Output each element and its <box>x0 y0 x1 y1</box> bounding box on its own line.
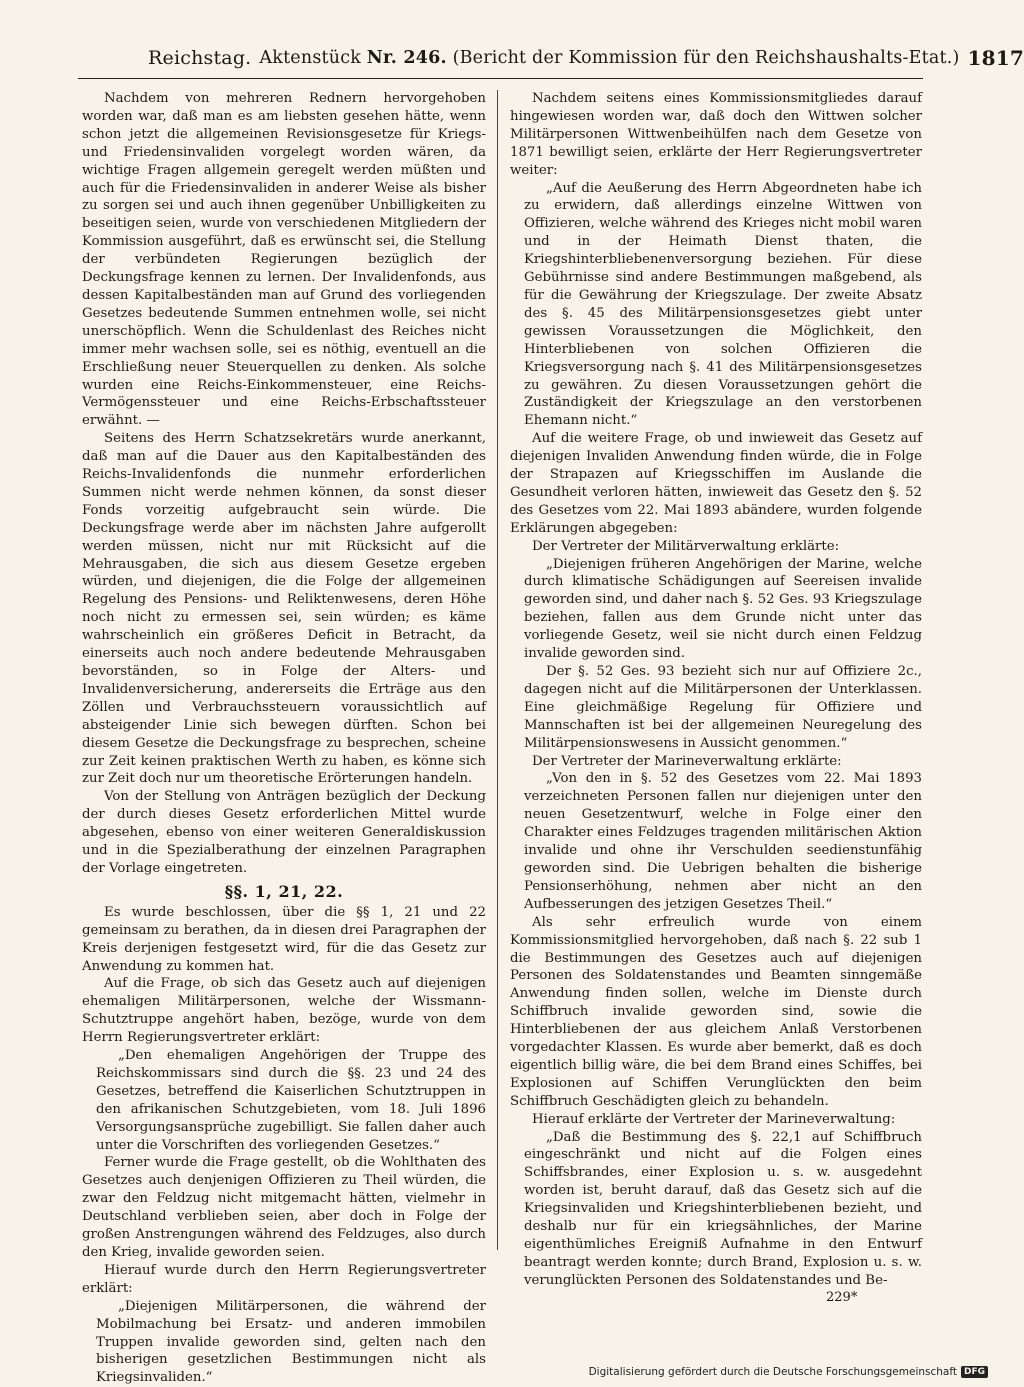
paragraph: Auf die Frage, ob sich das Gesetz auch auf diejenigen ehemaligen Militärpersonen, welche der Wissmann-Schutztruppe angehört haben, bezöge, wurde von dem Herrn Regierungsvertreter erklärt: <box>82 976 486 1046</box>
paragraph: Nachdem seitens eines Kommissionsmitgliedes darauf hingewiesen worden war, daß doch den Wittwen solcher Militärpersonen Wittwenbeihülfen nach dem Gesetze von 1871 bewilligt seien, erklärte der Herr Regierungsvertreter weiter: <box>510 91 922 178</box>
footer <box>589 1366 988 1378</box>
page-number: 1817 <box>967 46 1024 70</box>
paragraph: Hierauf wurde durch den Herrn Regierungsvertreter erklärt: <box>82 1262 486 1296</box>
page-header <box>78 38 1024 79</box>
header-mid-rest: (Bericht der Kommission für den Reichshaushalts-Etat.) <box>452 48 960 68</box>
paragraph: Von der Stellung von Anträgen bezüglich der Deckung der durch dieses Gesetz erforderlichen Mittel wurde abgesehen, ebenso von einer weiteren Generaldiskussion und in die Spezialberathung der einzelnen Paragraphen der Vorlage eingetreten. <box>82 789 486 876</box>
header-left: Reichstag. <box>148 47 252 69</box>
quotation: „Auf die Aeußerung des Herrn Abgeordneten habe ich zu erwidern, daß allerdings einzelne Wittwen von Offizieren, welche während des Krieges nicht mobil waren und in der Heimath Dienst thaten, die Kriegshinterbliebenenversorgung beziehen. Für diese Gebührnisse sind andere Bestimmungen maßgebend, als für die Gewährung der Kriegszulage. Der zweite Absatz des §. 45 des Militärpensionsgesetzes giebt unter gewissen Voraussetzungen die Möglichkeit, den Hinterbliebenen von solchen Offizieren die Kriegsversorgung nach §. 41 des Militärpensionsgesetzes zu gewähren. Zu diesen Voraussetzungen gehört die Zuständigkeit der Kriegszulage an den verstorbenen Ehemann nicht.“ <box>524 180 922 429</box>
dfg-logo-icon: DFG <box>961 1366 988 1378</box>
paragraph: Seitens des Herrn Schatzsekretärs wurde anerkannt, daß man auf die Dauer aus den Kapitalbeständen des Reichs-Invalidenfonds die nunmehr erforderlichen Summen nicht werde nehmen können, da sonst dieser Fonds vorzeitig aufgebraucht sein würde. Die Deckungsfrage werde aber im nächsten Jahre aufgerollt werden müssen, nicht nur mit Rücksicht auf die Mehrausgaben, die sich aus diesem Gesetze ergeben würden, und diejenigen, die die Folge der allgemeinen Regelung des Pensions- und Reliktenwesens, deren Höhe noch nicht zu ermessen sei, sein würden; es käme wahrscheinlich ein größeres Deficit in Betracht, da einerseits auch noch andere bedeutende Mehrausgaben bevorständen, so in Folge der Alters- und Invalidenversicherung, andererseits die Erträge aus den Zöllen und Verbrauchssteuern voraussichtlich auf absteigender Linie sich bewegen dürften. Schon bei diesem Gesetze die Deckungsfrage zu besprechen, scheine zur Zeit keinen praktischen Werth zu haben, es könne sich zur Zeit doch nur um theoretische Erörterungen handeln. <box>82 431 486 787</box>
paragraph: Der Vertreter der Militärverwaltung erklärte: <box>532 538 840 554</box>
header-mid-number: Nr. 246. <box>366 48 447 68</box>
paragraph: Ferner wurde die Frage gestellt, ob die Wohlthaten des Gesetzes auch denjenigen Offizieren zu Theil würden, die zwar den Feldzug nicht mitgemacht hätten, vielmehr in Deutschland verblieben seien, aber doch in Folge der großen Anstrengungen während des Feldzuges, also durch den Krieg, invalide geworden seien. <box>82 1155 486 1260</box>
paragraph: Auf die weitere Frage, ob und inwieweit das Gesetz auf diejenigen Invaliden Anwendung finden würde, die in Folge der Strapazen auf Kriegsschiffen im Auslande die Gesundheit verloren hätten, inwieweit das Gesetz den §. 52 des Gesetzes vom 22. Mai 1893 abändere, wurden folgende Erklärungen abgegeben: <box>510 431 922 536</box>
paragraph: Hierauf erklärte der Vertreter der Marineverwaltung: <box>532 1111 896 1127</box>
paragraph: Der Vertreter der Marineverwaltung erklärte: <box>532 753 842 769</box>
quotation: „Diejenigen Militärpersonen, die während der Mobilmachung bei Ersatz- und anderen immobilen Truppen invalide geworden sind, gelten nach den bisherigen gesetzlichen Bestimmungen nicht als Kriegsinvaliden.“ <box>96 1298 486 1386</box>
header-title <box>251 48 967 68</box>
footer-text: Digitalisierung gefördert durch die Deutsche Forschungsgemeinschaft <box>588 1366 957 1378</box>
header-mid-prefix: Aktenstück <box>259 48 362 68</box>
section-heading: §§. 1, 21, 22. <box>224 881 344 901</box>
quotation: „Den ehemaligen Angehörigen der Truppe des Reichskommissars sind durch die §§. 23 und 24 des Gesetzes, betreffend die Kaiserlichen Schutztruppen in den afrikanischen Schutzgebieten, vom 18. Juli 1896 Versorgungsansprüche zugebilligt. Sie fallen daher auch unter die Vorschriften des vorliegenden Gesetzes.“ <box>96 1048 486 1153</box>
paragraph: Nachdem von mehreren Rednern hervorgehoben worden war, daß man es am liebsten gesehen hätte, wenn schon jetzt die allgemeinen Revisionsgesetze für Kriegs- und Friedensinvaliden vorgelegt worden wären, da wichtige Fragen allgemein geregelt werden müßten und auch für die Friedensinvaliden in anderer Weise als bisher zu sorgen sei und auch ihnen gegenüber Unbilligkeiten zu beseitigen seien, wurde von verschiedenen Mitgliedern der Kommission ausgeführt, daß es erwünscht sei, die Stellung der verbündeten Regierungen bezüglich der Deckungsfrage kennen zu lernen. Der Invalidenfonds, aus dessen Kapitalbeständen man auf Grund des vorliegenden Gesetzes bedeutende Summen entnehmen wolle, sei nicht unerschöpflich. Wenn die Schuldenlast des Reiches nicht immer mehr wachsen solle, sei es nöthig, eventuell an die Erschließung neuer Steuerquellen zu denken. Als solche wurden eine Reichs-Einkommensteuer, eine Reichs-Vermögenssteuer und eine Reichs-Erbschaftssteuer erwähnt. — <box>82 91 486 429</box>
left-column <box>82 90 486 1387</box>
right-column <box>510 90 922 1290</box>
quotation: „Daß die Bestimmung des §. 22,1 auf Schiffbruch eingeschränkt und nicht auf die Folgen eines Schiffsbrandes, einer Explosion u. s. w. ausgedehnt worden ist, beruht darauf, daß das Gesetz sich auf die Kriegsinvaliden und Kriegshinterbliebenen bezieht, und deshalb nur für ein kriegsähnliches, der Marine eigenthümliches Ereigniß Aufnahme in den Entwurf beantragt werden konnte; durch Brand, Explosion u. s. w. verunglückten Personen des Soldatenstandes und Be- <box>524 1129 922 1288</box>
quotation: „Diejenigen früheren Angehörigen der Marine, welche durch klimatische Schädigungen auf Seereisen invalide geworden sind, und daher nach §. 52 Ges. 93 Kriegszulage beziehen, fallen aus dem Grunde nicht unter das vorliegende Gesetz, weil sie nicht durch einen Feldzug invalide geworden sind. <box>524 556 922 662</box>
paragraph: Es wurde beschlossen, über die §§ 1, 21 und 22 gemeinsam zu berathen, da in diesen drei Paragraphen der Kreis derjenigen festgesetzt wird, für die das Gesetz zur Anwendung zu kommen hat. <box>82 904 486 974</box>
paragraph: Als sehr erfreulich wurde von einem Kommissionsmitglied hervorgehoben, daß nach §. 22 sub 1 die Bestimmungen des Gesetzes auch auf diejenigen Personen des Soldatenstandes und Beamten sinngemäße Anwendung finden sollen, welche im Dienste durch Schiffbruch invalide geworden sind, sowie die Hinterbliebenen der aus gleichem Anlaß Verstorbenen vorgedachter Klassen. Es wurde aber bemerkt, daß es doch eigentlich billig wäre, die bei dem Brand eines Schiffes, bei Explosionen auf Schiffen Verunglückten den beim Schiffbruch Geschädigten gleich zu behandeln. <box>510 914 922 1109</box>
quotation: Der §. 52 Ges. 93 bezieht sich nur auf Offiziere 2c., dagegen nicht auf die Militärpersonen der Unterklassen. Eine gleichmäßige Regelung für Offiziere und Mannschaften ist bei der allgemeinen Neuregelung des Militärpensionswesens in Aussicht genommen.“ <box>524 664 922 751</box>
quotation: „Von den in §. 52 des Gesetzes vom 22. Mai 1893 verzeichneten Personen fallen nur diejenigen unter den neuen Gesetzentwurf, welche in Folge einer den Charakter eines Feldzuges tragenden militärischen Aktion invalide und ohne ihr Verschulden seedienstunfähig geworden sind. Die Uebrigen behalten die bisherige Pensionserhöhung, nehmen aber nicht an den Aufbesserungen des jetzigen Gesetzes Theil.“ <box>524 771 922 912</box>
column-divider <box>497 90 498 1250</box>
signature-mark: 229* <box>826 1290 858 1305</box>
